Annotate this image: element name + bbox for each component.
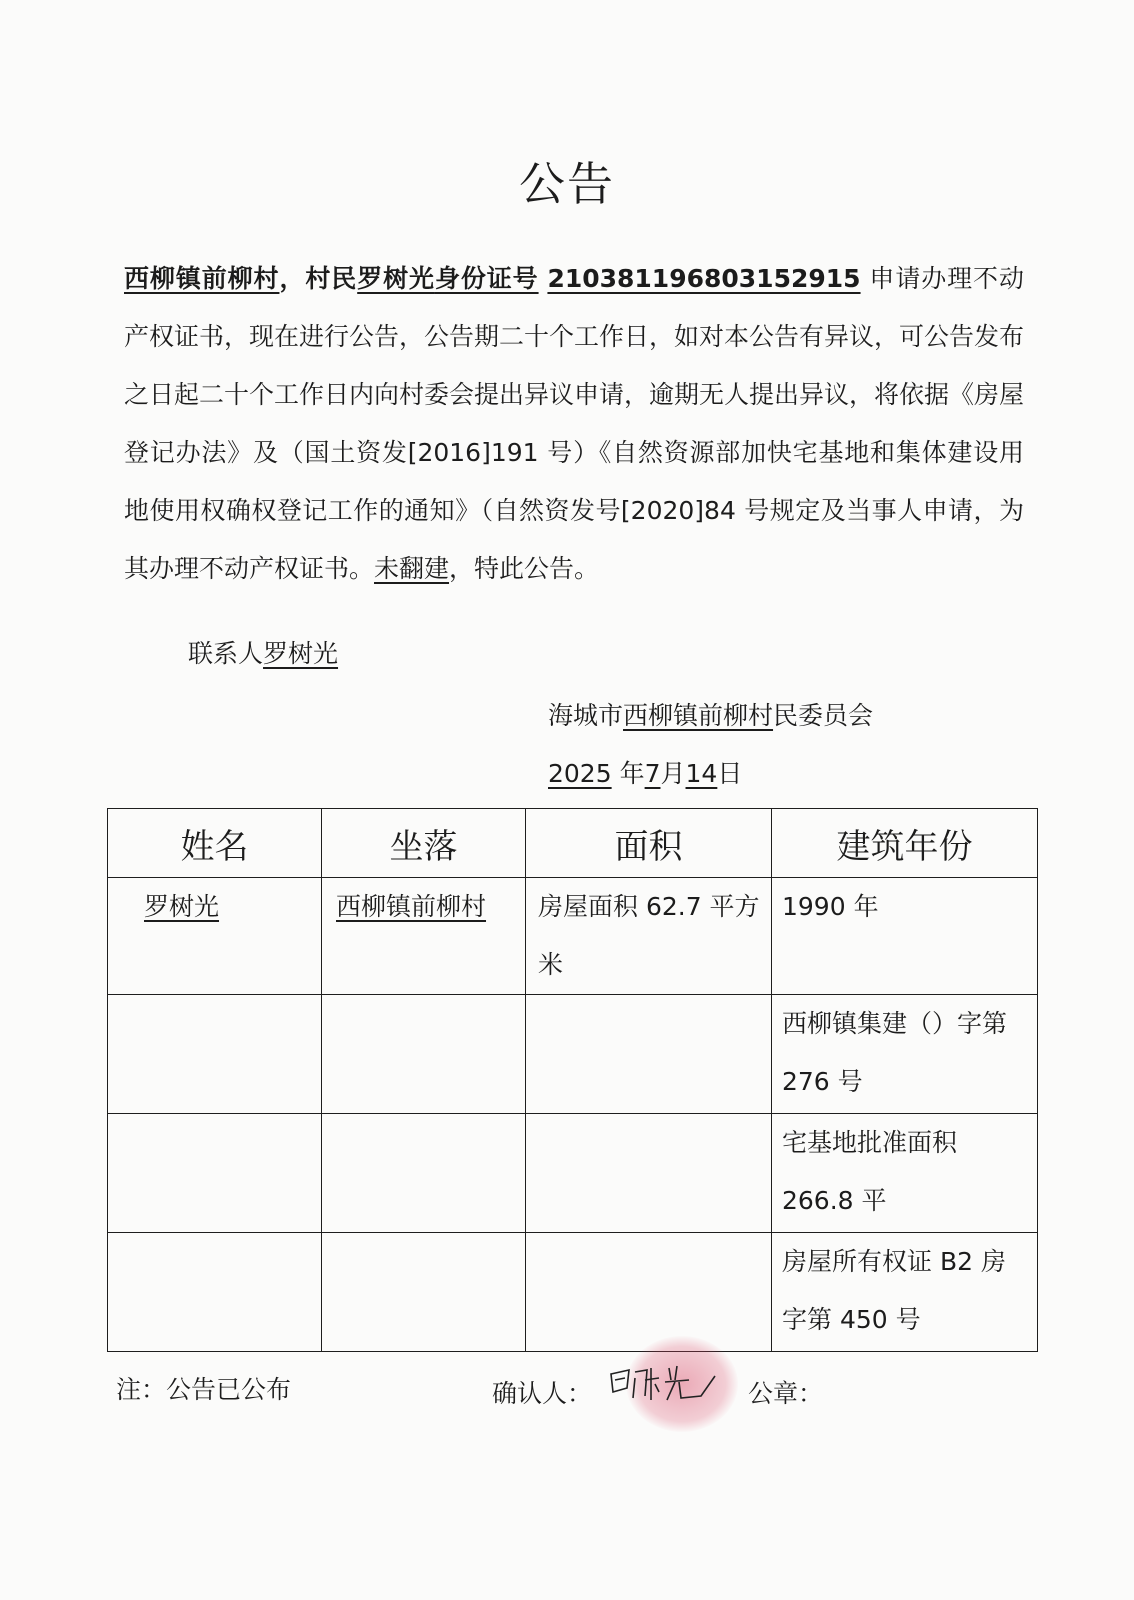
issue-date <box>548 754 742 790</box>
location-value: 西柳镇前柳村 <box>336 892 487 921</box>
header-name: 姓名 <box>108 809 322 878</box>
day-unit: 日 <box>717 759 743 788</box>
table-row <box>108 878 1038 995</box>
table-cell: 西柳镇集建（）字第 276 号 <box>772 995 1038 1114</box>
issuer-village: 西柳镇前柳村 <box>623 701 774 730</box>
table-cell <box>322 995 526 1114</box>
issuer-prefix: 海城市 <box>548 701 624 730</box>
official-seal-label: 公章： <box>748 1379 824 1408</box>
issuer-line <box>548 696 873 732</box>
year-unit: 年 <box>619 759 645 788</box>
header-build-year: 建筑年份 <box>772 809 1038 878</box>
table-cell <box>108 1233 322 1352</box>
footer-note: 注：公告已公布 <box>116 1375 292 1404</box>
table-cell: 宅基地批准面积 266.8 平 <box>772 1114 1038 1233</box>
owner-name: 罗树光 <box>144 892 220 921</box>
header-location: 坐落 <box>322 809 526 878</box>
table-cell <box>322 878 526 995</box>
table-cell <box>526 1114 772 1233</box>
table-cell <box>526 995 772 1114</box>
contact-label: 联系人 <box>188 639 264 668</box>
notice-title: 公告 <box>519 157 615 211</box>
village-name: 西柳镇前柳村 <box>124 264 280 293</box>
table-header-row <box>108 809 1038 878</box>
date-month: 7 <box>644 759 661 788</box>
table-cell: 1990 年 <box>772 878 1038 995</box>
comma: ， <box>279 264 306 293</box>
table-row <box>108 1233 1038 1352</box>
id-number: 210381196803152915 <box>547 264 861 293</box>
signature-image <box>605 1358 725 1408</box>
property-table <box>107 808 1038 1352</box>
notice-body <box>124 250 1024 598</box>
table-cell <box>108 995 322 1114</box>
confirmer-label: 确认人： <box>492 1379 593 1408</box>
table-cell <box>108 1114 322 1233</box>
notice-text: 申请办理不动产权证书，现在进行公告，公告期二十个工作日，如对本公告有异议，可公告发布之日起二十个工作日内向村委会提出异议申请，逾期无人提出异议，将依据《房屋登记办法》及（国土资发[2016]191 号）《自然资源部加快宅基地和集体建设用地使用权确权登记工作的通知》（自然资发号[2020]84 号规定及当事人申请，为其办理不动产权证书。 <box>124 264 1025 583</box>
issuer-suffix: 民委员会 <box>773 701 874 730</box>
closing-text: ，特此公告。 <box>449 554 600 583</box>
table-row <box>108 1114 1038 1233</box>
table-cell <box>322 1114 526 1233</box>
date-year: 2025 <box>548 759 612 788</box>
contact-name: 罗树光 <box>263 639 339 668</box>
villager-prefix: 村民 <box>305 264 358 293</box>
month-unit: 月 <box>660 759 686 788</box>
contact-line <box>188 634 338 670</box>
table-row <box>108 995 1038 1114</box>
table-cell <box>108 878 322 995</box>
date-day: 14 <box>685 759 718 788</box>
table-cell <box>322 1233 526 1352</box>
id-label: 身份证号 <box>434 264 539 293</box>
header-area: 面积 <box>526 809 772 878</box>
table-cell: 房屋面积 62.7 平方米 <box>526 878 772 995</box>
applicant-name: 罗树光 <box>357 264 435 293</box>
not-rebuilt: 未翻建 <box>374 554 450 583</box>
table-cell <box>526 1233 772 1352</box>
table-cell: 房屋所有权证 B2 房字第 450 号 <box>772 1233 1038 1352</box>
